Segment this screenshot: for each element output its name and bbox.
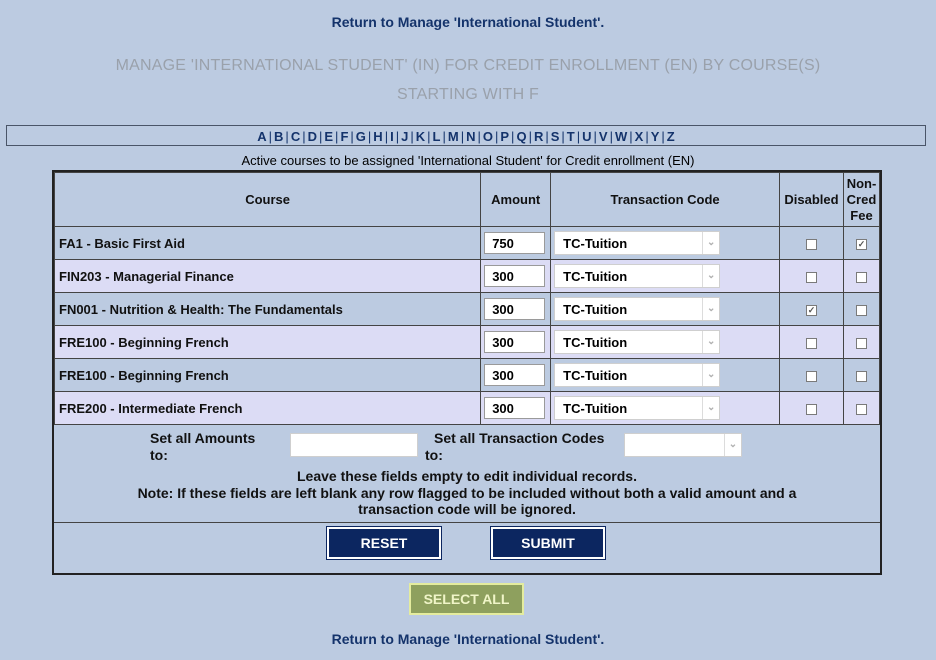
disabled-checkbox[interactable] bbox=[806, 272, 817, 283]
disabled-cell bbox=[780, 326, 844, 359]
alpha-link-y[interactable]: Y bbox=[650, 129, 660, 144]
course-name: FRE200 - Intermediate French bbox=[55, 392, 481, 425]
alphabet-filter-bar bbox=[6, 125, 926, 146]
set-all-amounts-input[interactable] bbox=[290, 433, 418, 457]
chevron-down-icon: ⌄ bbox=[702, 364, 719, 386]
submit-button[interactable]: SUBMIT bbox=[491, 527, 605, 559]
table-row bbox=[55, 293, 880, 326]
disabled-checkbox[interactable] bbox=[806, 404, 817, 415]
return-link-bottom[interactable]: Return to Manage 'International Student'. bbox=[331, 631, 605, 647]
transaction-code-cell bbox=[551, 293, 780, 326]
transaction-code-select[interactable] bbox=[554, 231, 720, 255]
alpha-separator: | bbox=[427, 129, 431, 144]
note-line-3: transaction code will be ignored. bbox=[358, 501, 576, 517]
alpha-link-v[interactable]: V bbox=[598, 129, 608, 144]
table-row bbox=[55, 260, 880, 293]
alpha-link-a[interactable]: A bbox=[257, 129, 267, 144]
alpha-separator: | bbox=[367, 129, 372, 144]
transaction-code-select[interactable] bbox=[554, 396, 720, 420]
transaction-code-value: TC-Tuition bbox=[563, 236, 628, 251]
non-cred-fee-checkbox[interactable] bbox=[856, 404, 867, 415]
amount-input[interactable] bbox=[484, 364, 545, 386]
alpha-link-m[interactable]: M bbox=[447, 129, 459, 144]
divider bbox=[54, 522, 880, 523]
transaction-code-value: TC-Tuition bbox=[563, 335, 628, 350]
alpha-separator: | bbox=[395, 129, 400, 144]
course-name: FA1 - Basic First Aid bbox=[55, 227, 481, 260]
noncred-cell bbox=[843, 293, 879, 326]
amount-cell bbox=[481, 260, 551, 293]
select-all-button[interactable]: SELECT ALL bbox=[409, 583, 524, 615]
alpha-link-j[interactable]: J bbox=[401, 129, 409, 144]
set-all-codes-label: Set all Transaction Codes bbox=[434, 430, 605, 446]
transaction-code-cell bbox=[551, 392, 780, 425]
alpha-link-o[interactable]: O bbox=[482, 129, 493, 144]
alpha-separator: | bbox=[545, 129, 549, 144]
alpha-separator: | bbox=[318, 129, 323, 144]
disabled-cell bbox=[780, 359, 844, 392]
alpha-link-b[interactable]: B bbox=[274, 129, 284, 144]
amount-input[interactable] bbox=[484, 298, 545, 320]
table-row bbox=[55, 392, 880, 425]
alpha-link-n[interactable]: N bbox=[466, 129, 476, 144]
course-name: FIN203 - Managerial Finance bbox=[55, 260, 481, 293]
alpha-separator: | bbox=[384, 129, 389, 144]
amount-cell bbox=[481, 359, 551, 392]
non-cred-fee-checkbox[interactable] bbox=[856, 371, 867, 382]
alpha-link-g[interactable]: G bbox=[355, 129, 366, 144]
table-row bbox=[55, 227, 880, 260]
non-cred-fee-checkbox[interactable] bbox=[856, 305, 867, 316]
alpha-link-i[interactable]: I bbox=[390, 129, 394, 144]
course-name: FN001 - Nutrition & Health: The Fundamentals bbox=[55, 293, 481, 326]
set-all-amounts-to-label: to: bbox=[150, 447, 168, 463]
noncred-cell bbox=[843, 227, 879, 260]
amount-cell bbox=[481, 392, 551, 425]
page-title: MANAGE 'INTERNATIONAL STUDENT' (IN) FOR CREDIT ENROLLMENT (EN) BY COURSE(S) bbox=[115, 57, 821, 74]
alpha-link-t[interactable]: T bbox=[566, 129, 575, 144]
alpha-separator: | bbox=[661, 129, 665, 144]
transaction-code-value: TC-Tuition bbox=[563, 269, 628, 284]
disabled-checkbox[interactable] bbox=[806, 371, 817, 382]
alpha-separator: | bbox=[528, 129, 532, 144]
set-all-codes-select[interactable] bbox=[624, 433, 742, 457]
table-row bbox=[55, 359, 880, 392]
header-amount: Amount bbox=[481, 173, 551, 227]
alpha-separator: | bbox=[576, 129, 581, 144]
course-table bbox=[54, 172, 880, 425]
non-cred-fee-checkbox[interactable]: ✓ bbox=[857, 238, 866, 249]
alpha-separator: | bbox=[350, 129, 354, 144]
transaction-code-value: TC-Tuition bbox=[563, 302, 628, 317]
alpha-link-e[interactable]: E bbox=[324, 129, 334, 144]
header-disabled: Disabled bbox=[780, 173, 844, 227]
disabled-cell bbox=[780, 293, 844, 326]
non-cred-fee-checkbox[interactable] bbox=[856, 338, 867, 349]
chevron-down-icon: ⌄ bbox=[702, 232, 719, 254]
alpha-link-h[interactable]: H bbox=[373, 129, 383, 144]
transaction-code-select[interactable] bbox=[554, 330, 720, 354]
transaction-code-value: TC-Tuition bbox=[563, 401, 628, 416]
noncred-cell bbox=[843, 392, 879, 425]
chevron-down-icon: ⌄ bbox=[702, 397, 719, 419]
transaction-code-value: TC-Tuition bbox=[563, 368, 628, 383]
alpha-separator: | bbox=[511, 129, 515, 144]
chevron-down-icon: ⌄ bbox=[702, 265, 719, 287]
amount-cell bbox=[481, 293, 551, 326]
alpha-link-z[interactable]: Z bbox=[666, 129, 675, 144]
disabled-checkbox[interactable] bbox=[806, 338, 817, 349]
alpha-separator: | bbox=[609, 129, 613, 144]
return-link-top[interactable]: Return to Manage 'International Student'. bbox=[331, 14, 605, 30]
transaction-code-select[interactable] bbox=[554, 264, 720, 288]
alpha-separator: | bbox=[561, 129, 565, 144]
disabled-cell bbox=[780, 260, 844, 293]
page-subtitle: STARTING WITH F bbox=[397, 86, 539, 103]
alpha-separator: | bbox=[268, 129, 273, 144]
transaction-code-cell bbox=[551, 260, 780, 293]
set-all-amounts-label: Set all Amounts bbox=[150, 430, 256, 446]
amount-input[interactable] bbox=[484, 265, 545, 287]
header-course: Course bbox=[55, 173, 481, 227]
transaction-code-cell bbox=[551, 227, 780, 260]
noncred-cell bbox=[843, 359, 879, 392]
alpha-separator: | bbox=[302, 129, 306, 144]
transaction-code-select[interactable] bbox=[554, 297, 720, 321]
disabled-checkbox[interactable]: ✓ bbox=[807, 304, 816, 315]
alpha-separator: | bbox=[442, 129, 446, 144]
transaction-code-cell bbox=[551, 326, 780, 359]
amount-cell bbox=[481, 326, 551, 359]
alpha-link-k[interactable]: K bbox=[415, 129, 426, 144]
alpha-link-p[interactable]: P bbox=[500, 129, 510, 144]
transaction-code-cell bbox=[551, 359, 780, 392]
header-transaction-code: Transaction Code bbox=[551, 173, 780, 227]
alpha-link-s[interactable]: S bbox=[550, 129, 560, 144]
amount-input[interactable] bbox=[484, 331, 545, 353]
alpha-link-r[interactable]: R bbox=[533, 129, 544, 144]
chevron-down-icon: ⌄ bbox=[702, 298, 719, 320]
note-line-1: Leave these fields empty to edit individual records. bbox=[297, 468, 637, 484]
disabled-cell bbox=[780, 227, 844, 260]
disabled-checkbox[interactable] bbox=[806, 239, 817, 250]
alpha-separator: | bbox=[410, 129, 414, 144]
alpha-link-x[interactable]: X bbox=[634, 129, 644, 144]
amount-input[interactable] bbox=[484, 397, 545, 419]
alpha-separator: | bbox=[335, 129, 339, 144]
course-name: FRE100 - Beginning French bbox=[55, 359, 481, 392]
amount-input[interactable] bbox=[484, 232, 545, 254]
note-line-2: Note: If these fields are left blank any row flagged to be included without both a valid amount and a bbox=[137, 485, 797, 501]
table-caption: Active courses to be assigned 'International Student' for Credit enrollment (EN) bbox=[241, 153, 695, 168]
course-name: FRE100 - Beginning French bbox=[55, 326, 481, 359]
chevron-down-icon: ⌄ bbox=[702, 331, 719, 353]
amount-cell bbox=[481, 227, 551, 260]
alpha-separator: | bbox=[593, 129, 597, 144]
alpha-link-u[interactable]: U bbox=[582, 129, 592, 144]
alpha-link-c[interactable]: C bbox=[290, 129, 301, 144]
transaction-code-select[interactable] bbox=[554, 363, 720, 387]
disabled-cell bbox=[780, 392, 844, 425]
non-cred-fee-checkbox[interactable] bbox=[856, 272, 867, 283]
set-all-section bbox=[54, 425, 880, 522]
alpha-link-f[interactable]: F bbox=[340, 129, 349, 144]
noncred-cell bbox=[843, 326, 879, 359]
table-row bbox=[55, 326, 880, 359]
alpha-separator: | bbox=[629, 129, 633, 144]
alpha-link-q[interactable]: Q bbox=[516, 129, 527, 144]
course-assignment-panel bbox=[52, 170, 882, 575]
alpha-link-w[interactable]: W bbox=[614, 129, 628, 144]
noncred-cell bbox=[843, 260, 879, 293]
alpha-separator: | bbox=[494, 129, 499, 144]
set-all-codes-to-label: to: bbox=[425, 447, 443, 463]
alpha-link-l[interactable]: L bbox=[432, 129, 441, 144]
chevron-down-icon: ⌄ bbox=[724, 434, 741, 456]
alpha-link-d[interactable]: D bbox=[307, 129, 317, 144]
alpha-separator: | bbox=[477, 129, 481, 144]
alpha-separator: | bbox=[460, 129, 465, 144]
header-non-cred-fee: Non-Cred Fee bbox=[843, 173, 879, 227]
alpha-separator: | bbox=[645, 129, 649, 144]
reset-button[interactable]: RESET bbox=[327, 527, 441, 559]
alpha-separator: | bbox=[285, 129, 289, 144]
